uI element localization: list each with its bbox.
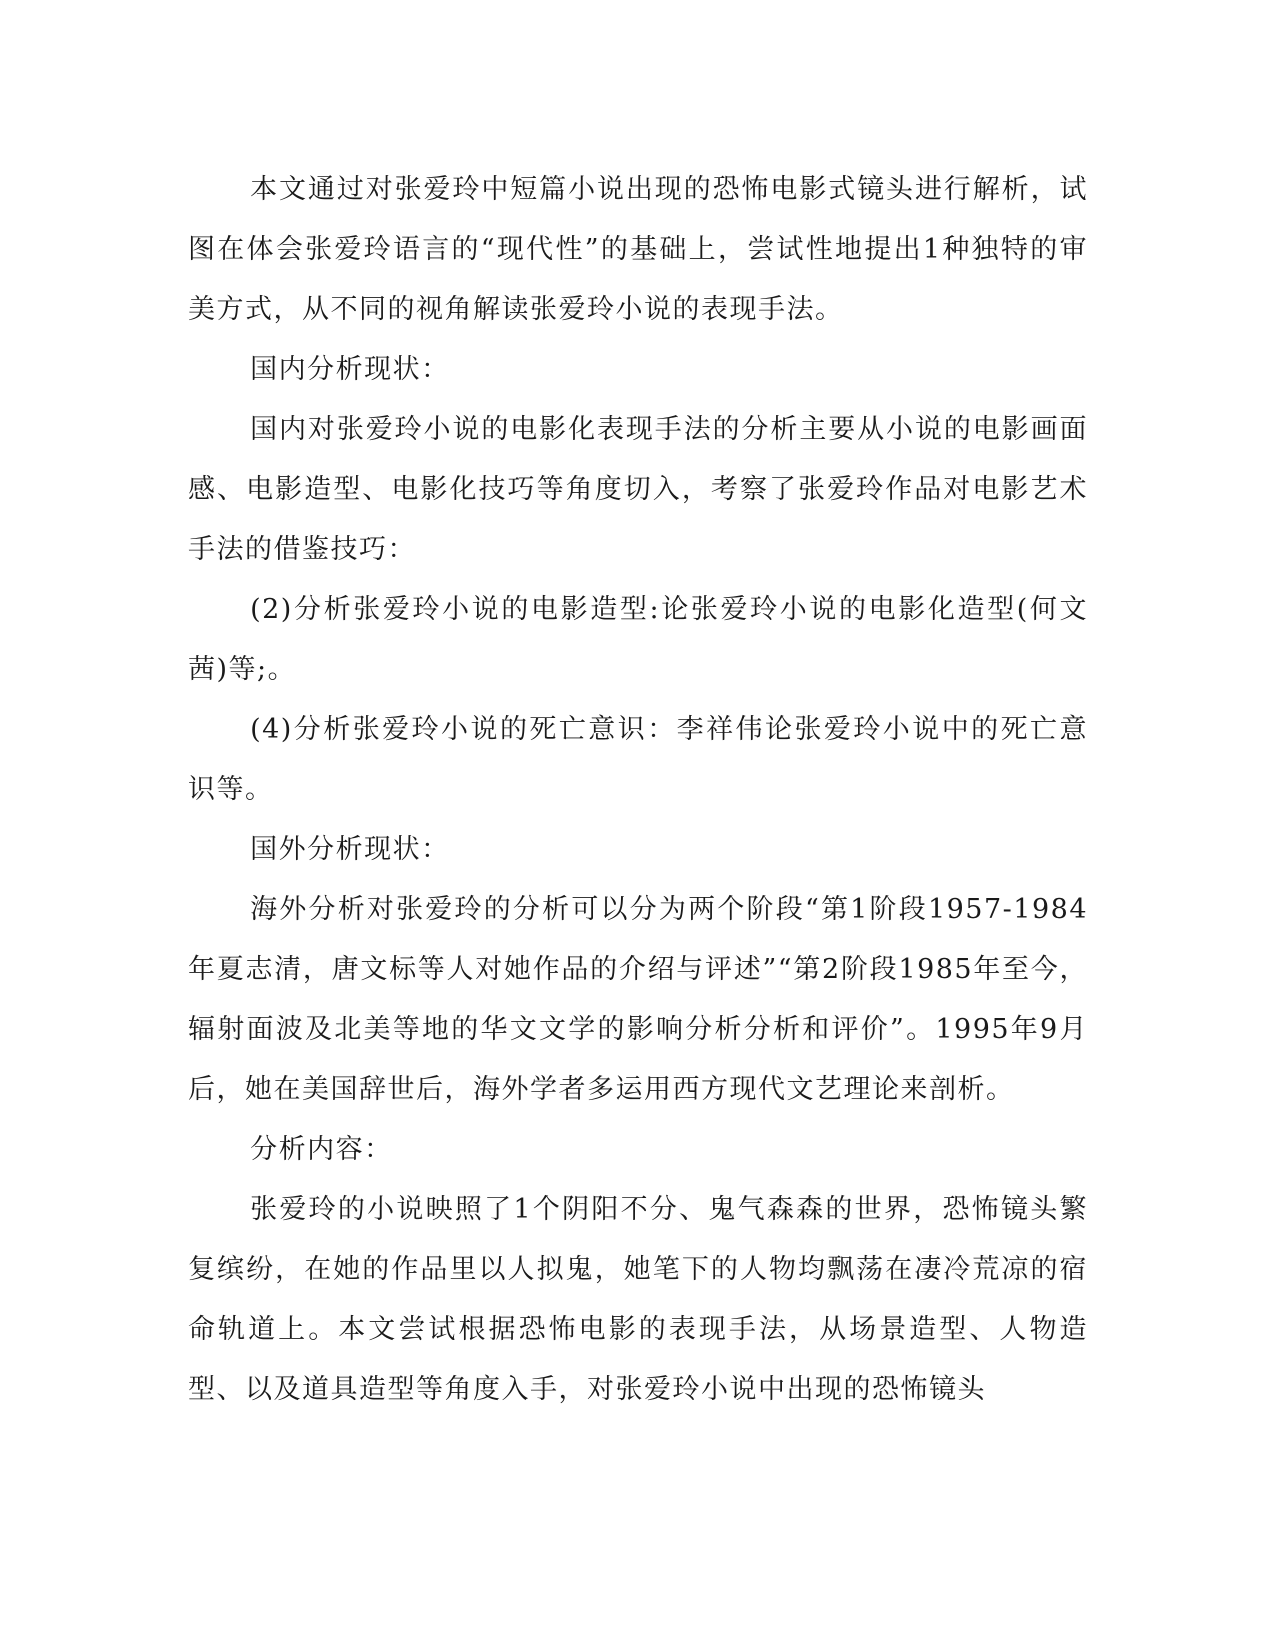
paragraph-item-2: (2)分析张爱玲小说的电影造型:论张爱玲小说的电影化造型(何文茜)等;。	[188, 594, 1088, 685]
heading-analysis-content: 分析内容：	[250, 1134, 393, 1165]
heading-foreign-status: 国外分析现状：	[250, 834, 450, 865]
paragraph-intro: 本文通过对张爱玲中短篇小说出现的恐怖电影式镜头进行解析，试图在体会张爱玲语言的“现代性”的基础上，尝试性地提出1种独特的审美方式，从不同的视角解读张爱玲小说的表现手法。	[188, 174, 1088, 325]
paragraph-domestic-overview: 国内对张爱玲小说的电影化表现手法的分析主要从小说的电影画面感、电影造型、电影化技巧等角度切入，考察了张爱玲作品对电影艺术手法的借鉴技巧：	[188, 414, 1088, 565]
paragraph-item-4: (4)分析张爱玲小说的死亡意识：李祥伟论张爱玲小说中的死亡意识等。	[188, 714, 1088, 805]
paragraph-foreign-overview: 海外分析对张爱玲的分析可以分为两个阶段“第1阶段1957-1984年夏志清，唐文标等人对她作品的介绍与评述”“第2阶段1985年至今，辐射面波及北美等地的华文文学的影响分析分析和评价”。1995年9月后，她在美国辞世后，海外学者多运用西方现代文艺理论来剖析。	[188, 894, 1088, 1105]
paragraph-analysis-body: 张爱玲的小说映照了1个阴阳不分、鬼气森森的世界，恐怖镜头繁复缤纷，在她的作品里以人拟鬼，她笔下的人物均飘荡在凄冷荒凉的宿命轨道上。本文尝试根据恐怖电影的表现手法，从场景造型、人物造型、以及道具造型等角度入手，对张爱玲小说中出现的恐怖镜头	[188, 1194, 1088, 1405]
heading-domestic-status: 国内分析现状：	[250, 354, 450, 385]
document-body	[188, 160, 1088, 1420]
